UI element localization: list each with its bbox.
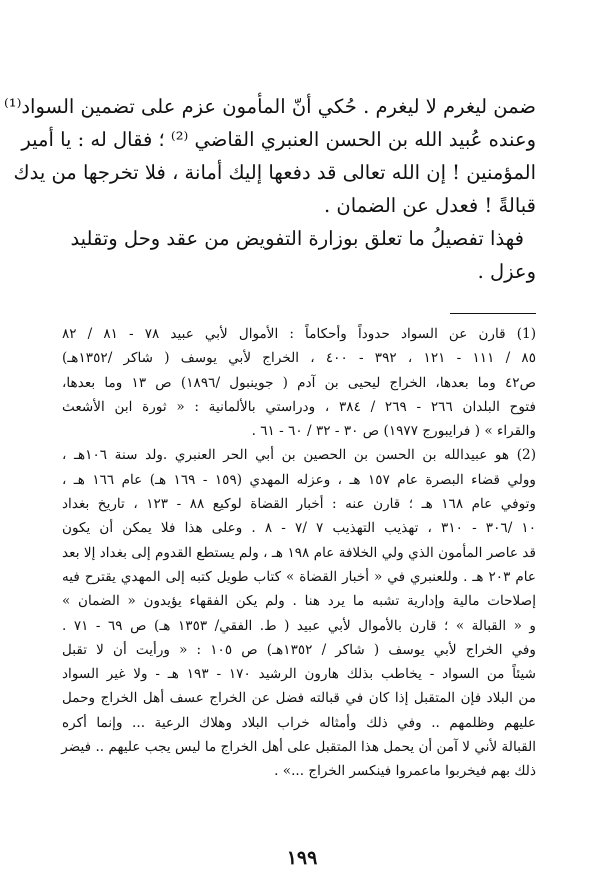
footnote-line: من البلاد فإن المتقبل إذا كان في قبالته فضل عن الخراج عسف أهل الخراج وحمل (62, 690, 536, 707)
main-line-2: وعنده عُبيد الله بن الحسن العنبري القاضي ⁽²⁾ ؛ فقال له : يا أمير (21, 128, 536, 151)
main-line-4: قبالةً ! فعدل عن الضمان . (324, 194, 536, 217)
footnote-line: قد عاصر المأمون الذي ولي الخلافة عام ١٩٨ هـ ، ولم يستطع القدوم إلى بغداد إلا بعد (62, 544, 537, 561)
footnote-line: عليهم وظلمهم .. وفي ذلك وأمثاله خراب البلاد وهلاك الرعية ... وإنما أكره (62, 714, 536, 731)
main-line-1: ضمن ليغرم لا ليغرم . حُكي أنّ المأمون عزم على تضمين السواد⁽¹⁾ (3, 95, 536, 118)
footnote-line: القبالة لأني لا آمن أن يحمل هذا المتقبل على أهل الخراج ما ليس يجب عليهم .. فيضر (61, 739, 536, 756)
main-line-5: فهذا تفصيلُ ما تعلق بوزارة التفويض من عقد وحل وتقليد (70, 227, 524, 250)
page-number: ١٩٩ (286, 847, 318, 869)
footnote-line: و « القبالة » ؛ قارن بالأموال لأبي عبيد ( ط. الفقي/ ١٣٥٣ هـ) ص ٦٩ - ٧١ . (62, 617, 536, 634)
footnote-line: وتوفي عام ١٦٨ هـ ؛ قارن عنه : أخبار القضاة لوكيع ٨٨ - ١٢٣ ، تاريخ بغداد (62, 496, 536, 513)
footnote-line: وولي قضاء البصرة عام ١٥٧ هـ ، وعزله المهدي (١٥٩ - ١٦٩ هـ) عام ١٦٦ هـ ، (62, 471, 536, 488)
footnote-line: إصلاحات مالية وإدارية تشبه ما يرد هنا . ولم يكن الفقهاء يؤيدون « الضمان » (62, 593, 536, 610)
footnote-line: ذلك بهم فيخربوا ماعمروا فينكسر الخراج ...» . (274, 763, 536, 780)
footnote-line: (1) قارن عن السواد حدوداً وأحكاماً : الأموال لأبي عبيد ٧٨ - ٨١ / ٨٢ (62, 326, 536, 342)
footnote-line: وفي الخراج لأبي يوسف ( شاكر / ١٣٥٢هـ) ص ١٠٥ : « ورأيت أن لا تقبل (62, 641, 536, 658)
footnote-line: ٨٥ / ١١١ - ١٢١ ، ٣٩٢ - ٤٠٠ ، الخراج لأبي يوسف ( شاكر /١٣٥٢هـ) (62, 350, 536, 367)
footnote-line: فتوح البلدان ٢٦٦ - ٢٦٩ / ٣٨٤ ، ودراستي بالألمانية : « ثورة ابن الأشعث (62, 398, 536, 415)
footnote-line: ص٤٢ وما بعدها، الخراج ليحيى بن آدم ( جوينبول /١٨٩٦) ص ١٣ وما بعدها، (62, 374, 536, 391)
main-line-6: وعزل . (477, 260, 536, 283)
footnote-line: (2) هو عبيدالله بن الحسن بن الحصين بن أبي الحر العنبري .ولد سنة ١٠٦هـ ، (62, 447, 536, 464)
main-line-3: المؤمنين ! إن الله تعالى قد دفعها إليك أمانة ، فلا تخرجها من يدك (13, 161, 536, 184)
footnote-line: والقراء » ( فرايبورج ١٩٧٧) ص ٣٠ - ٣٢ / ٦٠ - ٦١ . (251, 423, 536, 440)
footnote-line: عام ٢٠٣ هـ . وللعنبري في « أخبار القضاة » كتاب طويل كتبه إلى المهدي يقترح فيه (62, 568, 536, 585)
main-text (3, 90, 536, 288)
footnotes (62, 322, 536, 784)
footnote-line: شيئاً من السواد - يخاطب بذلك هارون الرشيد ١٧٠ - ١٩٣ هـ - ولا غير السواد (62, 666, 536, 683)
footnote-separator (450, 313, 536, 314)
footnote-line: ١٠ /٣٠٦ - ٣١٠ ، تهذيب التهذيب ٧ /٧ - ٨ . وعلى هذا فلا يمكن أن يكون (62, 520, 536, 537)
